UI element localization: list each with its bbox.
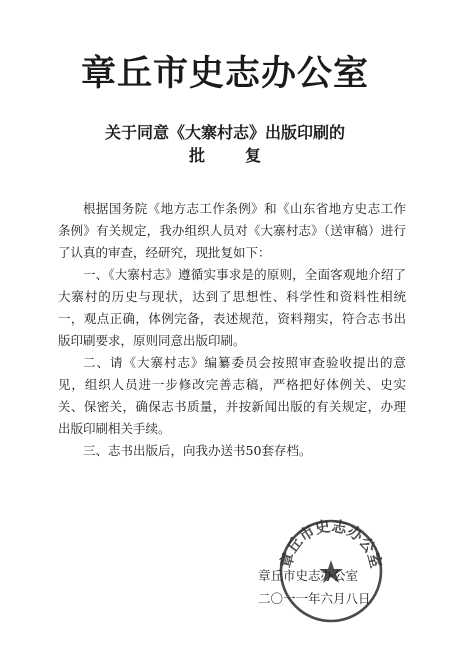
- signature-date: 二〇一一年六月八日: [258, 591, 371, 606]
- org-title: 章丘市史志办公室: [80, 53, 369, 94]
- paragraph-item-1: 一、《大寨村志》遵循实事求是的原则，全面客观地介绍了大寨村的历史与现状，达到了思想性、科学性和资料性相统一，观点正确，体例完备，表述规范，资料翔实，符合志书出版印刷要求，原则同意出版印刷。: [58, 267, 406, 348]
- paragraph-item-2: 二、请《大寨村志》编纂委员会按照审查验收提出的意见，组织人员进一步修改完善志稿，严格把好体例关、史实关、保密关，确保志书质量，并按新闻出版的有关规定，办理出版印刷相关手续。: [58, 355, 406, 436]
- signature-org-name: 章丘市史志办公室: [258, 568, 359, 583]
- svg-text:章丘市史志办公室: 章丘市史志办公室: [276, 517, 386, 570]
- paragraph-intro: 根据国务院《地方志工作条例》和《山东省地方史志工作条例》有关规定，我办组织人员对《大寨村志》（送审稿）进行了认真的审查，经研究，现批复如下：: [58, 201, 406, 260]
- paragraph-item-3: 三、志书出版后，向我办送书50套存档。: [83, 443, 312, 458]
- document-body: [58, 198, 406, 462]
- doc-title-reply: 批复: [188, 146, 301, 165]
- doc-title: 关于同意《大寨村志》出版印刷的: [104, 123, 345, 142]
